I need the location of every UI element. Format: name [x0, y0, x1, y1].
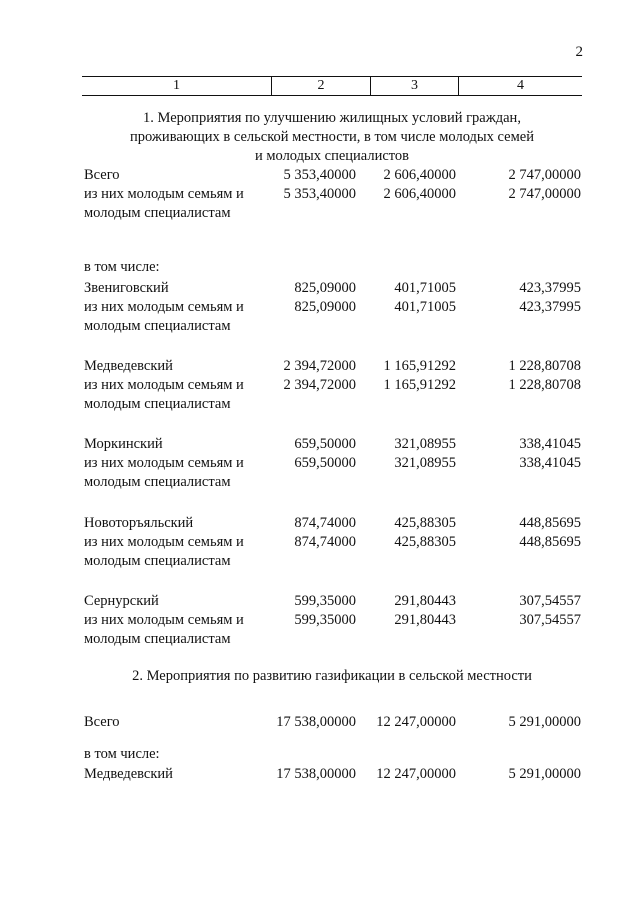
- header-col-2: 2: [317, 78, 325, 93]
- cell-col-2: 874,74000: [294, 534, 356, 550]
- table-row-total-sub: [0, 185, 639, 204]
- cell-col-4: 1 228,80708: [508, 377, 581, 393]
- cell-col-3: 401,71005: [394, 280, 456, 296]
- cell-col-3: 2 606,40000: [383, 167, 456, 183]
- table-row-district-sub-cont: [0, 395, 639, 414]
- cell-col-2: 2 394,72000: [283, 377, 356, 393]
- cell-col-4: 423,37995: [519, 280, 581, 296]
- cell-col-4: 423,37995: [519, 299, 581, 315]
- cell-col-4: 448,85695: [519, 534, 581, 550]
- row-label: Всего: [84, 167, 120, 183]
- cell-col-3: 425,88305: [394, 515, 456, 531]
- cell-col-4: 2 747,00000: [508, 186, 581, 202]
- cell-col-2: 825,09000: [294, 299, 356, 315]
- cell-col-2: 599,35000: [294, 612, 356, 628]
- cell-col-4: 2 747,00000: [508, 167, 581, 183]
- cell-col-3: 425,88305: [394, 534, 456, 550]
- row-label: Моркинский: [84, 436, 163, 452]
- row-label: Медведевский: [84, 766, 173, 782]
- table-row-district-sub: [0, 533, 639, 552]
- cell-col-3: 12 247,00000: [376, 766, 456, 782]
- page-number: 2: [575, 44, 583, 60]
- cell-col-3: 321,08955: [394, 455, 456, 471]
- cell-col-4: 5 291,00000: [508, 766, 581, 782]
- table-row-district: [0, 357, 639, 376]
- header-col-4: 4: [517, 78, 524, 93]
- row-label: Сернурский: [84, 593, 159, 609]
- table-row-total: [0, 713, 639, 732]
- cell-col-2: 5 353,40000: [283, 167, 356, 183]
- row-label: молодым специалистам: [84, 631, 231, 647]
- section-1-title-line: проживающих в сельской местности, в том числе молодых семей: [130, 129, 534, 145]
- table-row-district-sub: [0, 298, 639, 317]
- row-label: молодым специалистам: [84, 553, 231, 569]
- cell-col-2: 5 353,40000: [283, 186, 356, 202]
- row-label: из них молодым семьям и: [84, 377, 244, 393]
- row-label: из них молодым семьям и: [84, 612, 244, 628]
- cell-col-4: 338,41045: [519, 455, 581, 471]
- cell-col-4: 448,85695: [519, 515, 581, 531]
- table-row-district: [0, 592, 639, 611]
- cell-col-3: 12 247,00000: [376, 714, 456, 730]
- row-label: молодым специалистам: [84, 205, 231, 221]
- cell-col-4: 307,54557: [519, 612, 581, 628]
- cell-col-2: 874,74000: [294, 515, 356, 531]
- table-row-district-sub-cont: [0, 317, 639, 336]
- table-row-district: [0, 279, 639, 298]
- cell-col-3: 401,71005: [394, 299, 456, 315]
- cell-col-2: 17 538,00000: [276, 714, 356, 730]
- section-1-title-line: 1. Мероприятия по улучшению жилищных условий граждан,: [143, 110, 521, 126]
- cell-col-2: 2 394,72000: [283, 358, 356, 374]
- table-row-total-sub-cont: [0, 204, 639, 223]
- section-1-title-line: и молодых специалистов: [254, 148, 410, 164]
- section-1-title: [82, 109, 582, 166]
- cell-col-4: 5 291,00000: [508, 714, 581, 730]
- table-row-district-sub: [0, 454, 639, 473]
- table-header: [82, 76, 582, 96]
- row-label: в том числе:: [84, 259, 160, 275]
- table-row-district-sub-cont: [0, 552, 639, 571]
- cell-col-2: 17 538,00000: [276, 766, 356, 782]
- cell-col-3: 321,08955: [394, 436, 456, 452]
- table-row-total: [0, 166, 639, 185]
- row-label: молодым специалистам: [84, 318, 231, 334]
- header-col-1: 1: [173, 78, 180, 93]
- cell-col-4: 338,41045: [519, 436, 581, 452]
- cell-col-3: 291,80443: [394, 593, 456, 609]
- table-row-district: [0, 435, 639, 454]
- row-label: из них молодым семьям и: [84, 534, 244, 550]
- row-label: из них молодым семьям и: [84, 455, 244, 471]
- table-row-district-sub-cont: [0, 630, 639, 649]
- including-label: [0, 745, 639, 764]
- cell-col-2: 659,50000: [294, 436, 356, 452]
- cell-col-4: 307,54557: [519, 593, 581, 609]
- cell-col-4: 1 228,80708: [508, 358, 581, 374]
- cell-col-2: 599,35000: [294, 593, 356, 609]
- table-row-district-sub: [0, 611, 639, 630]
- table-row-district: [0, 765, 639, 784]
- table-row-district-sub: [0, 376, 639, 395]
- table-row-district-sub-cont: [0, 473, 639, 492]
- cell-col-3: 291,80443: [394, 612, 456, 628]
- cell-col-3: 1 165,91292: [383, 358, 456, 374]
- table-row-district: [0, 514, 639, 533]
- row-label: молодым специалистам: [84, 474, 231, 490]
- row-label: в том числе:: [84, 746, 160, 762]
- row-label: Новоторъяльский: [84, 515, 194, 531]
- section-2-title: 2. Мероприятия по развитию газификации в сельской местности: [132, 668, 532, 684]
- row-label: Звениговский: [84, 280, 169, 296]
- row-label: из них молодым семьям и: [84, 186, 244, 202]
- row-label: Медведевский: [84, 358, 173, 374]
- row-label: молодым специалистам: [84, 396, 231, 412]
- including-label: [0, 258, 639, 277]
- cell-col-2: 825,09000: [294, 280, 356, 296]
- cell-col-2: 659,50000: [294, 455, 356, 471]
- row-label: Всего: [84, 714, 120, 730]
- header-col-3: 3: [411, 78, 418, 93]
- cell-col-3: 1 165,91292: [383, 377, 456, 393]
- cell-col-3: 2 606,40000: [383, 186, 456, 202]
- row-label: из них молодым семьям и: [84, 299, 244, 315]
